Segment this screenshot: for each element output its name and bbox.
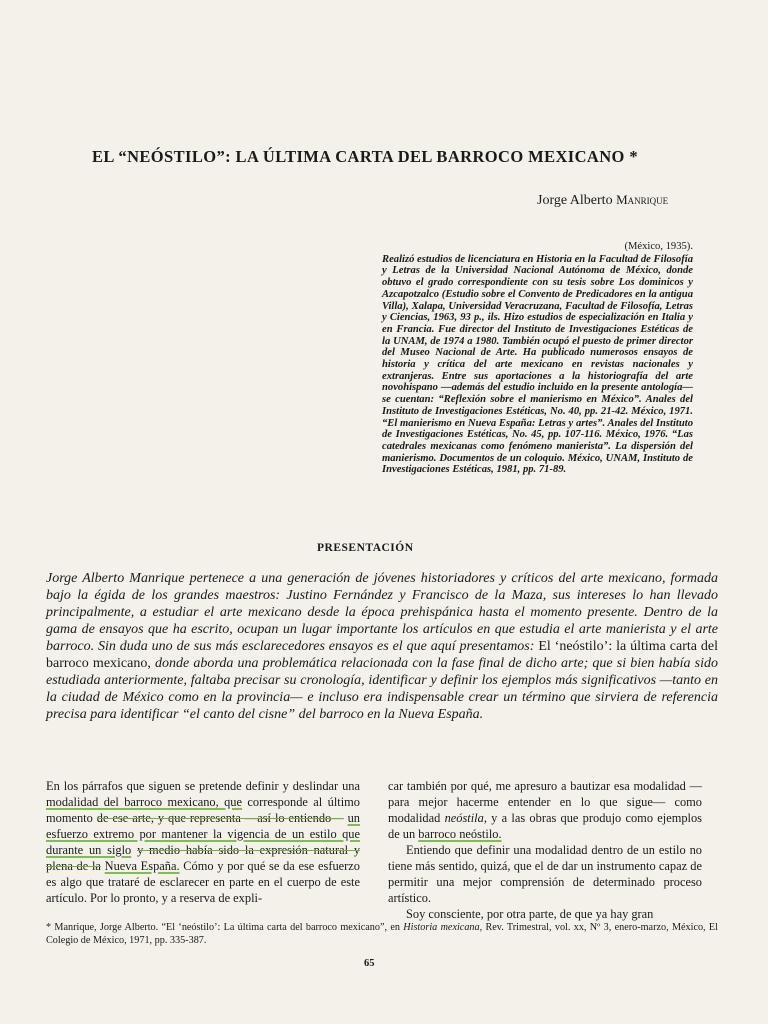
highlighted-text: Nueva España. xyxy=(104,859,180,873)
author-surname: Manrique xyxy=(616,192,669,207)
footnote-marker: * xyxy=(629,147,638,166)
left-column xyxy=(46,778,360,922)
article-reference: El ‘neóstilo’: la última carta del barroco mexicano, xyxy=(46,639,718,671)
body-columns xyxy=(46,778,702,922)
highlighted-text: barroco neóstilo. xyxy=(418,827,502,841)
page-number: 65 xyxy=(364,958,375,969)
struck-text: de ese arte, y que representa —así lo entiendo— xyxy=(96,811,344,825)
right-column xyxy=(388,778,702,922)
presentation-heading: PRESENTACIÓN xyxy=(317,542,414,554)
highlighted-text: un esfuerzo extremo por mantener la vigencia de un estilo que durante un siglo xyxy=(46,811,360,857)
presentation-paragraph: Jorge Alberto Manrique pertenece a una generación de jóvenes historiadores y críticos del arte mexicano, formada bajo la égida de los grandes maestros: Justino Fernández y Francisco de la Maza, sus intereses lo han llevado principalmente, a estudiar el arte mexicano desde la época prehispánica hasta el momento presente. Dentro de la gama de ensayos que ha escrito, ocupan un lugar importante los artículos en que estudia el arte manierista y el arte barroco. Sin duda uno de sus más esclarecedores ensayos es el que aquí presentamos: El ‘neóstilo’: la última carta del barroco mexicano, donde aborda una problemática relacionada con la fase final de dicho arte; que si bien había sido estudiada anteriormente, faltaba precisar su cronología, identificar y definir los ejemplos más significativos —tanto en la ciudad de México como en la provincia— e incluso era indispensable crear un término que sirviera de referencia precisa para identificar “el canto del cisne” del barroco en la Nueva España. xyxy=(46,571,718,722)
author-bio-text: Realizó estudios de licenciatura en Historia en la Facultad de Filosofía y Letras de la Universidad Nacional Autónoma de México, donde obtuvo el grado correspondiente con su tesis sobre Los dominicos y Azcapotzalco (Estudio sobre el Convento de Predicadores en la antigua Villa), Xalapa, Universidad Veracruzana, Facultad de Filosofía, Letras y Ciencias, 1963, 93 p., ils. Hizo estudios de especialización en Italia y en Francia. Fue director del Instituto de Investigaciones Estéticas de la UNAM, de 1974 a 1980. También ocupó el puesto de primer director del Museo Nacional de Arte. Ha publicado numerosos ensayos de historia y crítica del arte mexicano en revistas nacionales y extranjeras. Entre sus aportaciones a la historiografía del arte novohispano —además del estudio incluido en la presente antología— se cuentan: “Reflexión sobre el manierismo en México”. Anales del Instituto de Investigaciones Estéticas, No. 40, pp. 21-42. México, 1971. “El manierismo en Nueva España: Letras y artes”. Anales del Instituto de Investigaciones Estéticas, No. 45, pp. 107-116. México, 1976. “Las catedrales mexicanas como fenómeno manierista”. La dispersión del manierismo. Documentos de un coloquio. México, UNAM, Instituto de Investigaciones Estéticas, 1981, pp. 71-89. xyxy=(382,253,693,476)
struck-text: y medio había sido la expresión natural y plena de la xyxy=(46,843,361,873)
highlighted-text: modalidad del barroco mexicano, que xyxy=(46,795,242,809)
author-name: Jorge Alberto Manrique xyxy=(537,192,669,208)
body-paragraph: Entiendo que definir una modalidad dentro de un estilo no tiene más sentido, quizá, que el de dar un instrumento capaz de permitir una mejor comprensión de determinado proceso artístico. xyxy=(388,843,702,905)
body-paragraph: En los párrafos que siguen se pretende definir y deslindar una modalidad del barroco mexicano, que corresponde al último momento de ese arte, y que representa —así lo entiendo— un esfuerzo extremo por mantener la vigencia de un estilo que durante un siglo y medio había sido la expresión natural y plena de la Nueva España. Cómo y por qué se da ese esfuerzo es algo que trataré de esclarecer en parte en el cuerpo de este artículo. Por lo pronto, y a reserva de expli- xyxy=(46,779,361,905)
author-birth: (México, 1935). xyxy=(624,241,693,252)
journal-name: Historia mexicana, xyxy=(403,922,483,933)
footnote: * Manrique, Jorge Alberto. “El ‘neóstilo’: La última carta del barroco mexicano”, en Historia mexicana, Rev. Trimestral, vol. xx, Nº 3, enero-marzo, México, El Colegio de México, 1971, pp. 335-387. xyxy=(46,922,718,946)
body-paragraph: car también por qué, me apresuro a bautizar esa modalidad —para mejor hacerme entender en lo que sigue— como modalidad neóstila, y a las obras que produjo como ejemplos de un barroco neóstilo. xyxy=(388,779,703,841)
body-paragraph: Soy consciente, por otra parte, de que ya hay gran xyxy=(406,907,654,921)
author-bio xyxy=(382,241,693,476)
article-title: EL “NEÓSTILO”: LA ÚLTIMA CARTA DEL BARROCO MEXICANO * xyxy=(92,147,638,166)
